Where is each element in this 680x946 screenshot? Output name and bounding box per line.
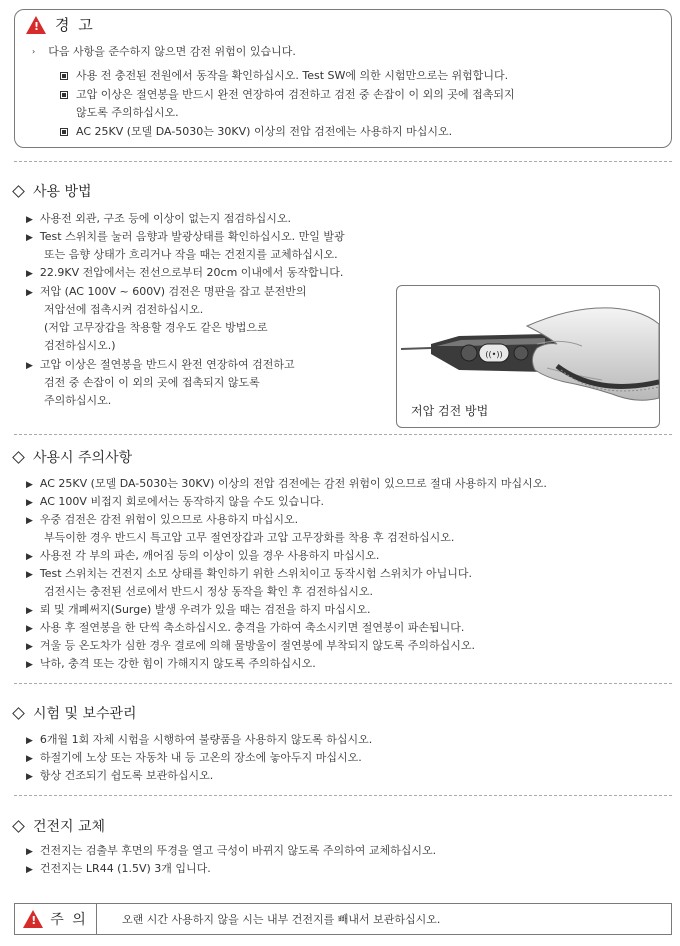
triangle-bullet-icon: ▶ bbox=[26, 642, 33, 652]
divider bbox=[14, 161, 672, 162]
square-bullet-icon bbox=[60, 91, 68, 99]
triangle-bullet-icon: ▶ bbox=[26, 660, 33, 670]
warning-intro: › 다음 사항을 준수하지 않으면 감전 위험이 있습니다. bbox=[32, 45, 296, 58]
precaution-line: ▶ AC 100V 비접지 회로에서는 동작하지 않을 수도 있습니다. bbox=[26, 495, 324, 508]
maintenance-line: ▶ 6개월 1회 자체 시험을 시행하여 불량품을 사용하지 않도록 하십시오. bbox=[26, 733, 373, 746]
precaution-line: ▶ Test 스위치는 건전지 소모 상태를 확인하기 위한 스위치이고 동작시험 스위치가 아닙니다. bbox=[26, 567, 472, 580]
precaution-line: ▶ 사용전 각 부의 파손, 깨어짐 등의 이상이 있을 경우 사용하지 마십시오. bbox=[26, 549, 380, 562]
warning-item-cont: 않도록 주의하십시오. bbox=[76, 106, 179, 119]
usage-line-cont: 또는 음향 상태가 흐리거나 작을 때는 건전지를 교체하십시오. bbox=[44, 248, 338, 261]
triangle-bullet-icon: ▶ bbox=[26, 288, 33, 298]
warning-item: 사용 전 충전된 전원에서 동작을 확인하십시오. Test SW에 의한 시험만으로는 위험합니다. bbox=[60, 67, 508, 83]
caution-label: 주 의 bbox=[50, 912, 88, 928]
triangle-bullet-icon: ▶ bbox=[26, 865, 33, 875]
triangle-bullet-icon: ▶ bbox=[26, 754, 33, 764]
usage-line: ▶ 22.9KV 전압에서는 전선으로부터 20cm 이내에서 동작합니다. bbox=[26, 266, 344, 279]
usage-line: ▶ 사용전 외관, 구조 등에 이상이 없는지 점검하십시오. bbox=[26, 212, 292, 225]
usage-line-cont: 저압선에 접촉시켜 검전하십시오. bbox=[44, 303, 204, 316]
usage-line: ▶ 고압 이상은 절연봉을 반드시 완전 연장하여 검전하고 bbox=[26, 358, 295, 371]
divider bbox=[14, 795, 672, 796]
triangle-bullet-icon: ▶ bbox=[26, 736, 33, 746]
battery-line: ▶ 건전지는 검출부 후면의 뚜경을 열고 극성이 바뀌지 않도록 주의하여 교체하십시오. bbox=[26, 844, 437, 857]
image-caption: 저압 검전 방법 bbox=[411, 404, 489, 418]
caution-box bbox=[14, 903, 672, 935]
triangle-bullet-icon: ▶ bbox=[26, 233, 33, 243]
section-maintenance-title: 시험 및 보수관리 bbox=[12, 703, 137, 723]
usage-line: ▶ 저압 (AC 100V ~ 600V) 검전은 명판을 잡고 분전반의 bbox=[26, 285, 307, 298]
warning-title: 경 고 bbox=[55, 16, 95, 34]
section-precautions-title: 사용시 주의사항 bbox=[12, 447, 132, 467]
maintenance-line: ▶ 하절기에 노상 또는 자동차 내 등 고온의 장소에 놓아두지 마십시오. bbox=[26, 751, 362, 764]
divider bbox=[14, 434, 672, 435]
diamond-icon bbox=[12, 451, 25, 464]
triangle-bullet-icon: ▶ bbox=[26, 480, 33, 490]
precaution-line: ▶ 우중 검전은 감전 위험이 있으므로 사용하지 마십시오. bbox=[26, 513, 299, 526]
warning-header bbox=[26, 14, 95, 35]
triangle-bullet-icon: ▶ bbox=[26, 552, 33, 562]
usage-line: ▶ Test 스위치를 눌러 음향과 발광상태를 확인하십시오. 만일 발광 bbox=[26, 230, 345, 243]
triangle-bullet-icon: ▶ bbox=[26, 516, 33, 526]
diamond-icon bbox=[12, 707, 25, 720]
section-usage-title: 사용 방법 bbox=[12, 181, 92, 201]
small-arrow-icon: › bbox=[32, 47, 36, 56]
square-bullet-icon bbox=[60, 128, 68, 136]
divider bbox=[14, 683, 672, 684]
maintenance-line: ▶ 항상 건조되기 쉽도록 보관하십시오. bbox=[26, 769, 214, 782]
triangle-bullet-icon: ▶ bbox=[26, 606, 33, 616]
triangle-bullet-icon: ▶ bbox=[26, 772, 33, 782]
section-battery-title: 건전지 교체 bbox=[12, 816, 105, 836]
triangle-bullet-icon: ▶ bbox=[26, 361, 33, 371]
triangle-bullet-icon: ▶ bbox=[26, 570, 33, 580]
triangle-bullet-icon: ▶ bbox=[26, 498, 33, 508]
precaution-line: ▶ 뢰 및 개폐써지(Surge) 발생 우려가 있을 때는 검전을 하지 마십시오. bbox=[26, 603, 371, 616]
usage-line-cont: (저압 고무장갑을 착용할 경우도 같은 방법으로 bbox=[44, 321, 268, 334]
triangle-bullet-icon: ▶ bbox=[26, 215, 33, 225]
precaution-line-cont: 검전시는 충전된 선로에서 반드시 정상 동작을 확인 후 검전하십시오. bbox=[44, 585, 373, 598]
precaution-line: ▶ AC 25KV (모델 DA-5030는 30KV) 이상의 전압 검전에는 감전 위험이 있으므로 절대 사용하지 마십시오. bbox=[26, 477, 547, 490]
precaution-line: ▶ 겨울 등 온도차가 심한 경우 결로에 의해 물방울이 절연봉에 부착되지 않도록 주의하십시오. bbox=[26, 639, 476, 652]
diamond-icon bbox=[12, 185, 25, 198]
caution-label-cell bbox=[15, 904, 97, 934]
usage-line-cont: 검전 중 손잡이 이 외의 곳에 접촉되지 않도록 bbox=[44, 376, 260, 389]
caution-triangle-icon: ! bbox=[23, 910, 43, 928]
warning-triangle-icon: ! bbox=[26, 16, 46, 34]
triangle-bullet-icon: ▶ bbox=[26, 847, 33, 857]
low-voltage-test-illustration bbox=[396, 285, 660, 428]
warning-item: 고압 이상은 절연봉을 반드시 완전 연장하여 검전하고 검전 중 손잡이 이 외의 곳에 접촉되지 bbox=[60, 86, 515, 102]
warning-item: AC 25KV (모델 DA-5030는 30KV) 이상의 전압 검전에는 사용하지 마십시오. bbox=[60, 123, 452, 139]
triangle-bullet-icon: ▶ bbox=[26, 624, 33, 634]
svg-text:((•)): ((•)) bbox=[485, 350, 503, 359]
precaution-line-cont: 부득이한 경우 반드시 특고압 고무 절연장갑과 고압 고무장화를 착용 후 검전하십시오. bbox=[44, 531, 455, 544]
usage-line-cont: 주의하십시오. bbox=[44, 394, 112, 407]
precaution-line: ▶ 낙하, 충격 또는 강한 힘이 가해지지 않도록 주의하십시오. bbox=[26, 657, 316, 670]
square-bullet-icon bbox=[60, 72, 68, 80]
caution-text: 오랜 시간 사용하지 않을 시는 내부 건전지를 빼내서 보관하십시오. bbox=[122, 913, 441, 926]
usage-line-cont: 검전하십시오.) bbox=[44, 339, 116, 352]
battery-line: ▶ 건전지는 LR44 (1.5V) 3개 입니다. bbox=[26, 862, 211, 875]
triangle-bullet-icon: ▶ bbox=[26, 269, 33, 279]
diamond-icon bbox=[12, 820, 25, 833]
precaution-line: ▶ 사용 후 절연봉을 한 단씩 축소하십시오. 충격을 가하여 축소시키면 절연봉이 파손됩니다. bbox=[26, 621, 465, 634]
